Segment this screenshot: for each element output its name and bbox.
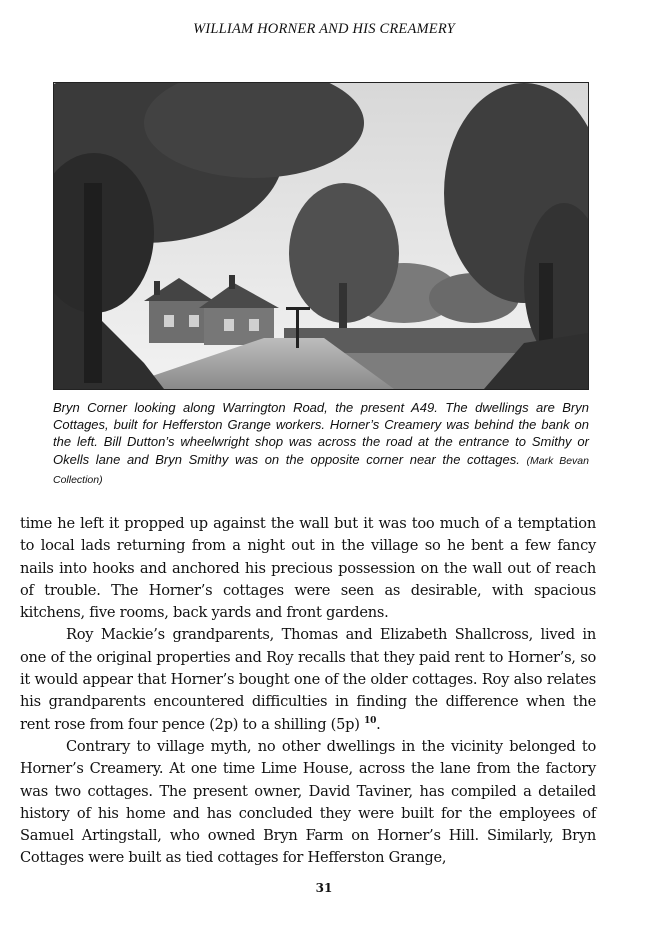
photograph-bryn-corner — [53, 82, 589, 390]
paragraph-2 — [20, 624, 596, 735]
caption-credit: (Mark Bevan Collection) — [53, 454, 589, 486]
paragraph-2-tail: . — [376, 715, 381, 733]
footnote-reference: 10 — [364, 715, 377, 726]
page-number: 31 — [315, 881, 333, 895]
running-head: WILLIAM HORNER AND HIS CREAMERY — [193, 21, 455, 37]
photo-illustration — [54, 83, 588, 389]
paragraph-1: time he left it propped up against the wall but it was too much of a temptation to local lads returning from a night out in the village so he bent a few fancy nails into hooks and anchored his precious possession on the wall out of reach of trouble. The Horner’s cottages were seen as desirable, with spacious kitchens, five rooms, back yards and front gardens. — [20, 515, 596, 622]
body-text — [20, 513, 596, 870]
paragraph-3: Contrary to village myth, no other dwellings in the vicinity belonged to Horner’s Creamery. At one time Lime House, across the lane from the factory was two cottages. The present owner, David Taviner, has compiled a detailed history of his home and has concluded they were built for the employees of Samuel Artingstall, who owned Bryn Farm on Horner’s Hill. Similarly, Bryn Cottages were built as tied cottages for Hefferston Grange, — [20, 737, 596, 867]
caption-text: Bryn Corner looking along Warrington Road, the present A49. The dwellings are Bryn Cottages, built for Hefferston Grange workers. Horner’s Creamery was behind the bank on the left. Bill Dutton’s wheelwright shop was across the road at the entrance to Smithy or Okells lane and Bryn Smithy was on the opposite corner near the cottages. — [53, 400, 589, 467]
paragraph-2-text: Roy Mackie’s grandparents, Thomas and Elizabeth Shallcross, lived in one of the original properties and Roy recalls that they paid rent to Horner’s, so it would appear that Horner’s bought one of the older cottages. Roy also relates his grandparents encountered difficulties in finding the difference when the rent rose from four pence (2p) to a shilling (5p) — [20, 626, 596, 733]
figure-caption — [53, 399, 589, 489]
